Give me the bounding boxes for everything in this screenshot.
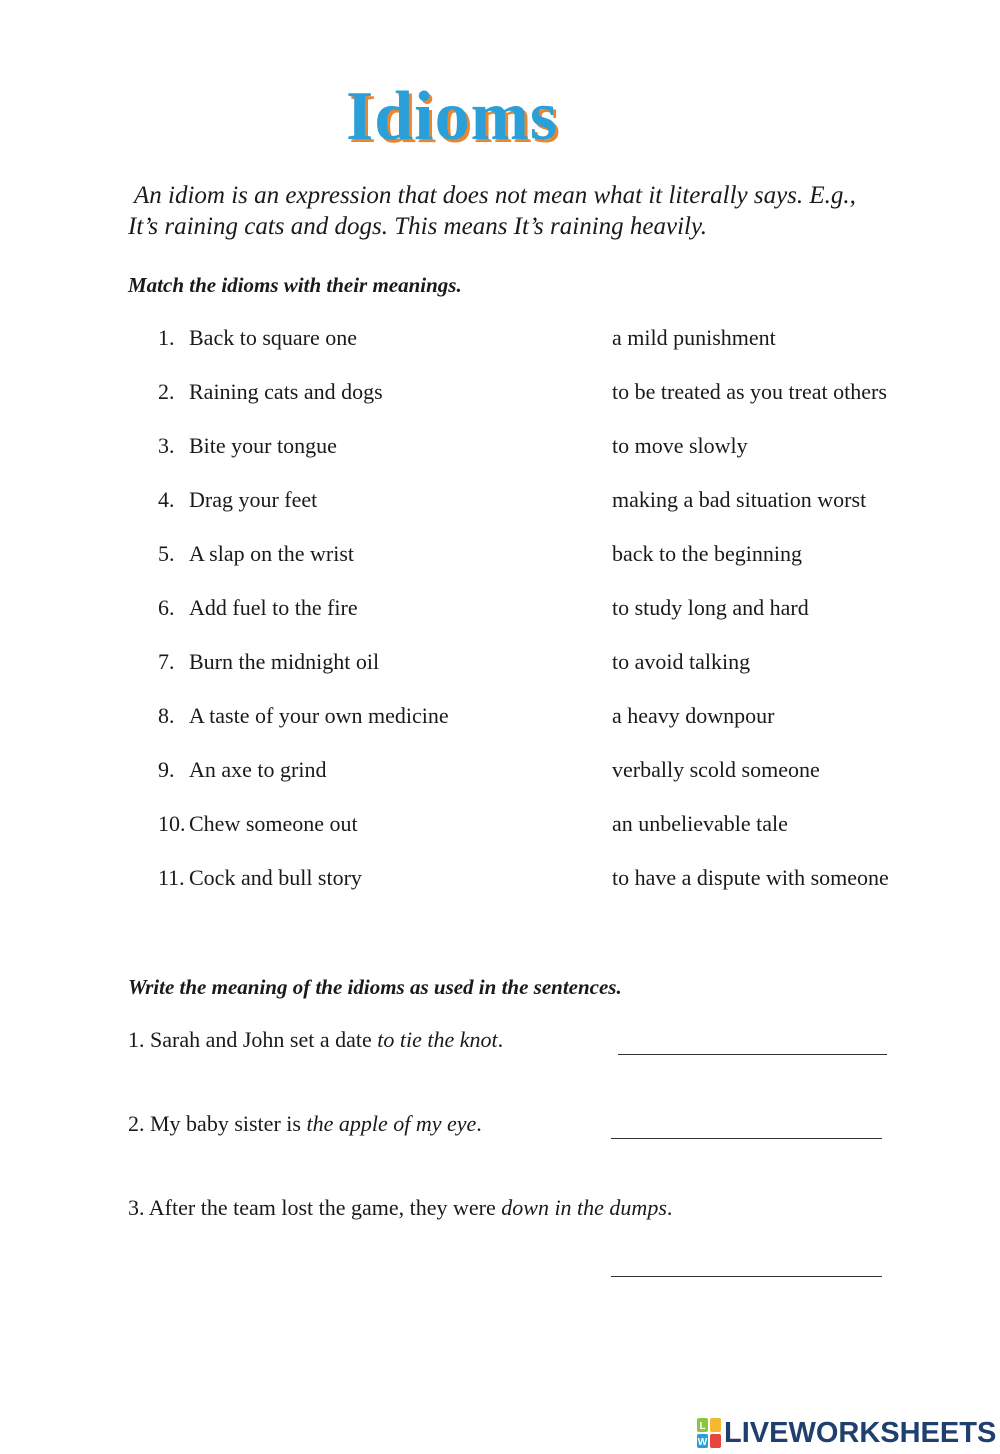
idiom-text[interactable]: Raining cats and dogs	[189, 379, 383, 404]
idiom-number: 11.	[158, 865, 185, 890]
write-heading: Write the meaning of the idioms as used in the sentences.	[128, 975, 622, 999]
meaning-text[interactable]: to be treated as you treat others	[612, 379, 887, 404]
sentence-text: 3. After the team lost the game, they were	[128, 1195, 502, 1220]
match-row	[0, 541, 1000, 571]
idiom-number: 3.	[158, 433, 175, 458]
meaning-text[interactable]: a heavy downpour	[612, 703, 775, 728]
idiom-text[interactable]: Chew someone out	[189, 811, 358, 836]
logo-text: LIVEWORKSHEETS	[724, 1416, 997, 1449]
idiom-text[interactable]: A taste of your own medicine	[189, 703, 449, 728]
match-row	[0, 325, 1000, 355]
sentence-3	[128, 1195, 672, 1221]
sentence-text: 1. Sarah and John set a date	[128, 1027, 378, 1052]
match-heading: Match the idioms with their meanings.	[128, 273, 462, 297]
match-row	[0, 649, 1000, 679]
match-row	[0, 811, 1000, 841]
logo-mark-letter-l: L	[699, 1421, 706, 1432]
sentence-2	[128, 1111, 482, 1137]
sentence-text: 2. My baby sister is	[128, 1111, 307, 1136]
meaning-text[interactable]: a mild punishment	[612, 325, 776, 350]
meaning-text[interactable]: making a bad situation worst	[612, 487, 867, 512]
logo-mark-icon	[697, 1418, 721, 1448]
meaning-text[interactable]: to study long and hard	[612, 595, 809, 620]
match-row	[0, 433, 1000, 463]
idiom-number: 9.	[158, 757, 175, 782]
meaning-text[interactable]: an unbelievable tale	[612, 811, 788, 836]
idiom-number: 2.	[158, 379, 175, 404]
idiom-text[interactable]: Cock and bull story	[189, 865, 362, 890]
idiom-text[interactable]: Back to square one	[189, 325, 357, 350]
idiom-number: 8.	[158, 703, 175, 728]
meaning-text[interactable]: to avoid talking	[612, 649, 751, 674]
intro-line-1: An idiom is an expression that does not mean what it literally says. E.g.,	[134, 182, 856, 209]
idiom-number: 5.	[158, 541, 175, 566]
answer-blank-3[interactable]	[611, 1276, 882, 1277]
page-title: Idioms	[346, 78, 559, 155]
sentence-idiom: to tie the knot	[377, 1027, 498, 1052]
sentence-idiom: the apple of my eye	[306, 1111, 477, 1136]
match-row	[0, 379, 1000, 409]
match-row	[0, 487, 1000, 517]
match-row	[0, 757, 1000, 787]
intro-paragraph	[128, 180, 928, 242]
meaning-text[interactable]: to have a dispute with someone	[612, 865, 889, 890]
idiom-text[interactable]: Drag your feet	[189, 487, 318, 512]
idiom-number: 7.	[158, 649, 175, 674]
answer-blank-2[interactable]	[611, 1138, 882, 1139]
idiom-text[interactable]: Burn the midnight oil	[189, 649, 380, 674]
sentence-punctuation: .	[497, 1027, 504, 1052]
match-row	[0, 865, 1000, 895]
logo-mark-letter-w: W	[697, 1437, 708, 1448]
sentence-idiom: down in the dumps	[501, 1195, 667, 1220]
idiom-text[interactable]: Bite your tongue	[189, 433, 337, 458]
match-row	[0, 595, 1000, 625]
liveworksheets-logo	[697, 1416, 996, 1450]
intro-line-2: It’s raining cats and dogs. This means It’s raining heavily.	[128, 213, 707, 240]
idiom-text[interactable]: An axe to grind	[189, 757, 327, 782]
match-row	[0, 703, 1000, 733]
idiom-text[interactable]: Add fuel to the fire	[189, 595, 358, 620]
meaning-text[interactable]: to move slowly	[612, 433, 748, 458]
idiom-text[interactable]: A slap on the wrist	[189, 541, 354, 566]
meaning-text[interactable]: verbally scold someone	[612, 757, 820, 782]
idiom-number: 4.	[158, 487, 175, 512]
idiom-number: 10.	[158, 811, 186, 836]
answer-blank-1[interactable]	[618, 1054, 887, 1055]
meaning-text[interactable]: back to the beginning	[612, 541, 803, 566]
idiom-number: 6.	[158, 595, 175, 620]
sentence-punctuation: .	[666, 1195, 673, 1220]
idiom-number: 1.	[158, 325, 175, 350]
sentence-1	[128, 1027, 503, 1053]
sentence-punctuation: .	[476, 1111, 482, 1136]
